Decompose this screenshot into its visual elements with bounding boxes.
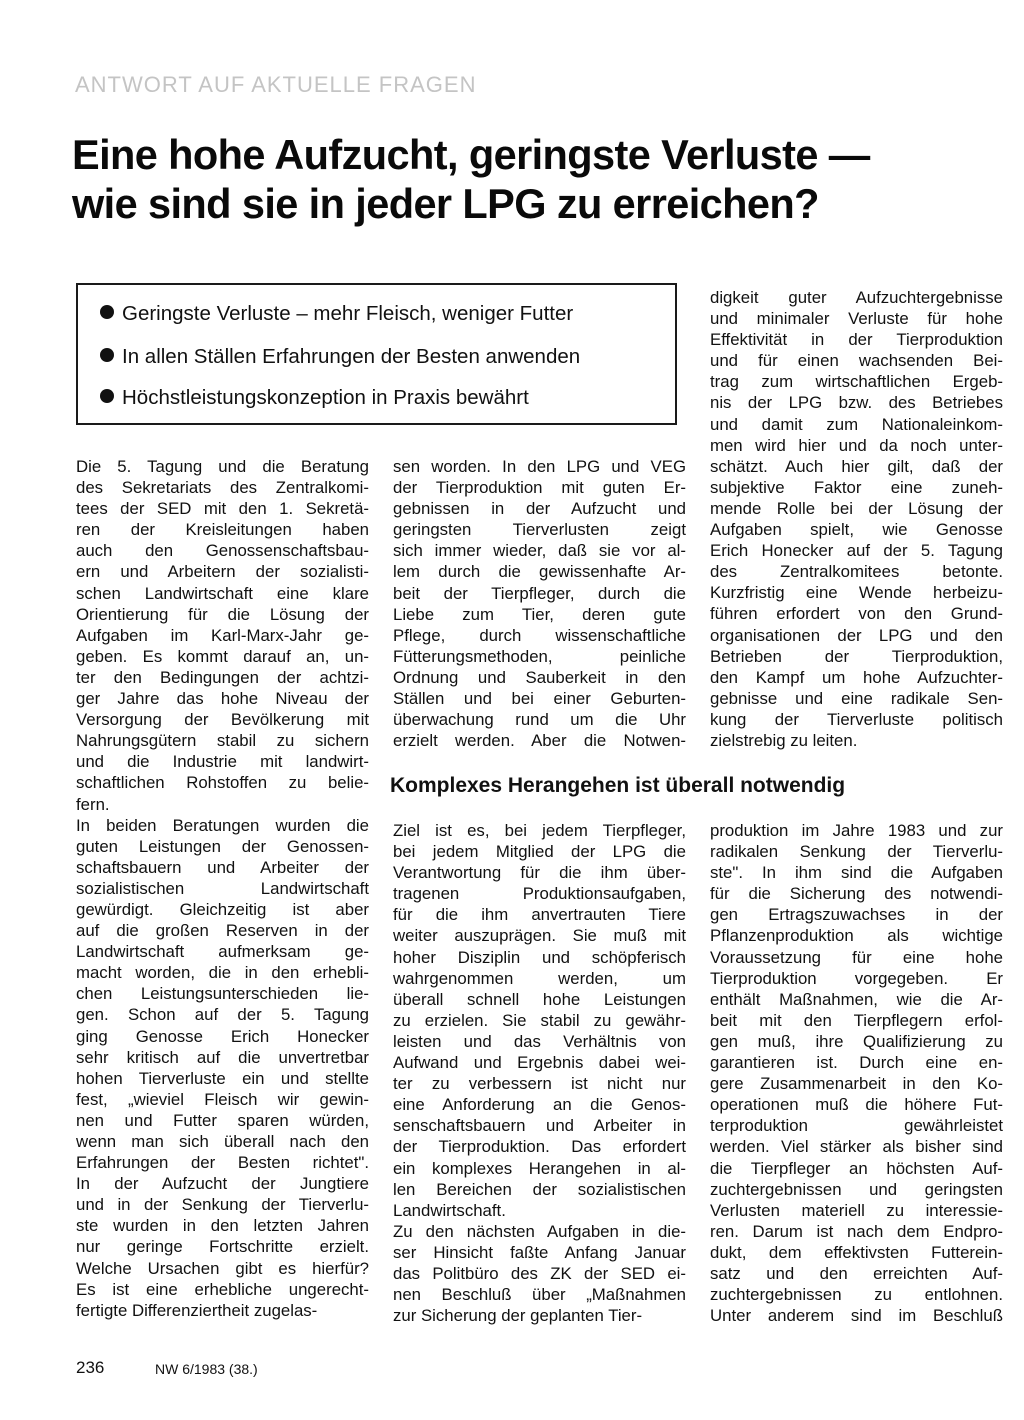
text-line: zielstrebig zu leiten.	[710, 730, 858, 750]
text-line: leisten und das Verhältnis von	[393, 1031, 686, 1051]
text-line: schaftsbauern und Arbeiter der	[76, 857, 369, 877]
text-line: weiter auszuprägen. Sie muß mit	[393, 926, 686, 946]
text-line: In beiden Beratungen wurden die	[76, 815, 369, 835]
text-line: ren der Kreisleitungen haben	[76, 520, 369, 540]
text-line: Verlusten materiell zu interessie-	[710, 1200, 1003, 1220]
text-line: trag zum wirtschaftlichen Ergeb-	[710, 372, 1003, 392]
text-line: gere Zusammenarbeit in den Ko-	[710, 1074, 1003, 1094]
text-line: ter den Bedingungen der achtzi-	[76, 667, 369, 687]
text-line: für die ihm anvertrauten Tiere	[393, 905, 686, 925]
text-line: hohen Tierverluste ein und stellte	[76, 1068, 369, 1088]
text-line: operationen muß die höhere Fut-	[710, 1095, 1003, 1115]
text-line: gen. Schon auf der 5. Tagung	[76, 1005, 369, 1025]
text-line: organisationen der LPG und den	[710, 625, 1003, 645]
text-line: werden. Viel stärker als bisher sind	[710, 1137, 1003, 1157]
summary-bullet	[100, 345, 580, 369]
text-line: enthält Maßnahmen, wie die Ar-	[710, 989, 1003, 1009]
headline-line-1: Eine hohe Aufzucht, geringste Verluste —	[72, 131, 870, 178]
text-line: chen Leistungsunterschieden lie-	[76, 984, 369, 1004]
text-line: macht worden, die in den erhebli-	[76, 963, 369, 983]
text-line: fern.	[76, 794, 110, 814]
text-line: schen Landwirtschaft eine klare	[76, 583, 369, 603]
text-line: wahrgenommen werden, um	[393, 968, 686, 988]
summary-bullet-text: In allen Ställen Erfahrungen der Besten anwenden	[122, 345, 581, 368]
text-line: Welche Ursachen gibt es hierfür?	[76, 1258, 369, 1278]
text-line: gen Ertragszuwachses in der	[710, 905, 1003, 925]
text-line: In der Aufzucht der Jungtiere	[76, 1174, 369, 1194]
text-line: Betrieben der Tierproduktion,	[710, 646, 1003, 666]
text-line: geringsten Tierverlusten zeigt	[393, 520, 686, 540]
text-line: überwachung rund um die Uhr	[393, 710, 686, 730]
text-line: beit mit den Tierpflegern erfol-	[710, 1010, 1003, 1030]
text-line: ger Jahre das hohe Niveau der	[76, 689, 369, 709]
text-line: fest, „wieviel Fleisch wir gewin-	[76, 1089, 369, 1109]
text-line: Es ist eine erhebliche ungerecht-	[76, 1279, 369, 1299]
text-line: Die 5. Tagung und die Beratung	[76, 457, 369, 476]
text-line: zu erzielen. Sie stabil zu gewähr-	[393, 1010, 686, 1030]
issue-reference: NW 6/1983 (38.)	[155, 1361, 258, 1377]
text-line: digkeit guter Aufzuchtergebnisse	[710, 288, 1003, 307]
headline	[72, 130, 972, 228]
text-line: der Tierproduktion. Das erfordert	[393, 1137, 686, 1157]
text-line: der Tierproduktion mit guten Er-	[393, 478, 686, 498]
bullet-dot-icon	[100, 348, 114, 362]
text-line: und die Industrie mit landwirt-	[76, 752, 369, 772]
text-line: schaftlichen Rohstoffen zu belie-	[76, 773, 369, 793]
text-line: Effektivität in der Tierproduktion	[710, 330, 1003, 350]
bullet-dot-icon	[100, 389, 114, 403]
page-number: 236	[76, 1358, 105, 1377]
text-line: Verantwortung für die ihm über-	[393, 863, 686, 883]
text-line: den Kampf um hohe Aufzuchter-	[710, 667, 1003, 687]
text-line: geben. Es kommt darauf an, un-	[76, 646, 369, 666]
text-line: Ställen und bei einer Geburten-	[393, 689, 686, 709]
text-line: auch den Genossenschaftsbau-	[76, 541, 369, 561]
text-line: satz und den erreichten Auf-	[710, 1263, 1003, 1283]
text-line: sen worden. In den LPG und VEG	[393, 457, 686, 476]
text-line: sehr kritisch auf die unvertretbar	[76, 1047, 369, 1067]
column-left	[76, 456, 369, 1321]
text-line: len Bereichen der sozialistischen	[393, 1179, 686, 1199]
text-line: sich immer wieder, daß sie vor al-	[393, 541, 686, 561]
text-line: Nahrungsgütern stabil zu sichern	[76, 731, 369, 751]
text-line: beit der Tierpfleger, durch die	[393, 583, 686, 603]
text-line: mende Rolle bei der Lösung der	[710, 498, 1003, 518]
text-line: ging Genosse Erich Honecker	[76, 1026, 369, 1046]
text-line: fertigte Differenziertheit zugelas-	[76, 1300, 318, 1320]
text-line: Erich Honecker auf der 5. Tagung	[710, 541, 1003, 561]
text-line: Tierproduktion vorgegeben. Er	[710, 968, 1003, 988]
text-line: garantieren ist. Durch eine en-	[710, 1053, 1003, 1073]
text-line: radikalen Senkung der Tierverlu-	[710, 842, 1003, 862]
text-line: gebnisse und eine radikale Sen-	[710, 688, 1003, 708]
column-middle-top	[393, 456, 686, 751]
text-line: ren. Darum ist nach dem Endpro-	[710, 1221, 1003, 1241]
text-line: Erfahrungen der Besten richtet".	[76, 1153, 369, 1173]
text-line: nis der LPG bzw. des Betriebes	[710, 393, 1003, 413]
text-line: zuchtergebnissen und geringsten	[710, 1179, 1003, 1199]
text-line: ter zu verbessern ist nicht nur	[393, 1074, 686, 1094]
text-line: das Politbüro des ZK der SED ei-	[393, 1263, 686, 1283]
text-line: lem durch die gewissenhafte Ar-	[393, 562, 686, 582]
text-line: kung der Tierverluste politisch	[710, 709, 1003, 729]
text-line: Fütterungsmethoden, peinliche	[393, 646, 686, 666]
text-line: Aufwand und Ergebnis dabei wei-	[393, 1053, 686, 1073]
text-line: gewürdigt. Gleichzeitig ist aber	[76, 899, 369, 919]
text-line: überall schnell hohe Leistungen	[393, 989, 686, 1009]
text-line: Aufgaben spielt, wie Genosse	[710, 520, 1003, 540]
text-line: des Zentralkomitees betonte.	[710, 562, 1003, 582]
text-line: die Tierpfleger an höchsten Auf-	[710, 1158, 1003, 1178]
text-line: nur geringe Fortschritte erzielt.	[76, 1237, 369, 1257]
text-line: Versorgung der Bevölkerung mit	[76, 710, 369, 730]
text-line: zur Sicherung der geplanten Tier-	[393, 1306, 643, 1326]
text-line: nen Beschluß über „Maßnahmen	[393, 1285, 686, 1305]
text-line: auf die großen Reserven in der	[76, 921, 369, 941]
text-line: Aufgaben im Karl-Marx-Jahr ge-	[76, 625, 369, 645]
summary-box	[76, 283, 677, 425]
text-line: tees der SED mit den 1. Sekretä-	[76, 499, 369, 519]
text-line: sozialistischen Landwirtschaft	[76, 878, 369, 898]
text-line: des Sekretariats des Zentralkomi-	[76, 478, 369, 498]
text-line: subjektive Faktor eine zuneh-	[710, 477, 1003, 497]
bullet-dot-icon	[100, 305, 114, 319]
text-line: führen erfordert von den Grund-	[710, 604, 1003, 624]
text-line: guten Leistungen der Genossen-	[76, 836, 369, 856]
column-right-bottom	[710, 820, 1003, 1326]
text-line: und für einen wachsenden Bei-	[710, 351, 1003, 371]
text-line: zuchtergebnissen zu entlohnen.	[710, 1285, 1003, 1305]
text-line: senschaftsbauern und Arbeiter in	[393, 1116, 686, 1136]
text-line: hoher Disziplin und schöpferisch	[393, 947, 686, 967]
section-kicker: ANTWORT AUF AKTUELLE FRAGEN	[75, 72, 477, 97]
text-line: Zu den nächsten Aufgaben in die-	[393, 1221, 686, 1241]
text-line: Ordnung und Sauberkeit in den	[393, 667, 686, 687]
summary-bullet	[100, 302, 573, 326]
text-line: ein komplexes Herangehen in al-	[393, 1158, 686, 1178]
summary-bullet-text: Höchstleistungskonzeption in Praxis bewährt	[122, 386, 529, 409]
text-line: men wird hier und da noch unter-	[710, 435, 1003, 455]
section-subheading: Komplexes Herangehen ist überall notwendig	[390, 774, 846, 797]
text-line: ern und Arbeitern der sozialisti-	[76, 562, 369, 582]
text-line: für die Sicherung des notwendi-	[710, 884, 1003, 904]
text-line: ste". In ihm sind die Aufgaben	[710, 863, 1003, 883]
text-line: und damit zum Nationaleinkom-	[710, 414, 1003, 434]
headline-line-2: wie sind sie in jeder LPG zu erreichen?	[72, 180, 819, 227]
text-line: eine Anforderung an die Genos-	[393, 1095, 686, 1115]
text-line: Ziel ist es, bei jedem Tierpfleger,	[393, 821, 686, 840]
text-line: und in der Senkung der Tierverlu-	[76, 1195, 369, 1215]
text-line: ste wurden in den letzten Jahren	[76, 1216, 369, 1236]
column-middle-bottom	[393, 820, 686, 1326]
text-line: Pflege, durch wissenschaftliche	[393, 625, 686, 645]
text-line: erzielt werden. Aber die Notwen-	[393, 731, 686, 751]
text-line: Liebe zum Tier, deren gute	[393, 604, 686, 624]
summary-bullet	[100, 386, 529, 410]
text-line: terproduktion gewährleistet	[710, 1116, 1003, 1136]
text-line: Landwirtschaft aufmerksam ge-	[76, 942, 369, 962]
text-line: und minimaler Verluste für hohe	[710, 309, 1003, 329]
text-line: schätzt. Auch hier gilt, daß der	[710, 456, 1003, 476]
text-line: Voraussetzung für eine hohe	[710, 947, 1003, 967]
text-line: Kurzfristig eine Wende herbeizu-	[710, 583, 1003, 603]
text-line: wenn man sich überall nach den	[76, 1132, 369, 1151]
text-line: nen und Futter sparen würden,	[76, 1110, 369, 1130]
text-line: Unter anderem sind im Beschluß	[710, 1306, 1003, 1326]
column-right-top	[710, 287, 1003, 751]
text-line: dukt, dem effektivsten Futterein-	[710, 1242, 1003, 1262]
text-line: Orientierung für die Lösung der	[76, 604, 369, 624]
text-line: tragenen Produktionsaufgaben,	[393, 884, 686, 904]
text-line: produktion im Jahre 1983 und zur	[710, 821, 1003, 840]
text-line: Pflanzenproduktion als wichtige	[710, 926, 1003, 946]
text-line: bei jedem Mitglied der LPG die	[393, 842, 686, 862]
text-line: ser Hinsicht faßte Anfang Januar	[393, 1242, 686, 1262]
summary-bullet-text: Geringste Verluste – mehr Fleisch, weniger Futter	[122, 302, 574, 325]
text-line: gebnissen in der Aufzucht und	[393, 499, 686, 519]
text-line: gen muß, ihre Qualifizierung zu	[710, 1031, 1003, 1051]
text-line: Landwirtschaft.	[393, 1200, 506, 1220]
